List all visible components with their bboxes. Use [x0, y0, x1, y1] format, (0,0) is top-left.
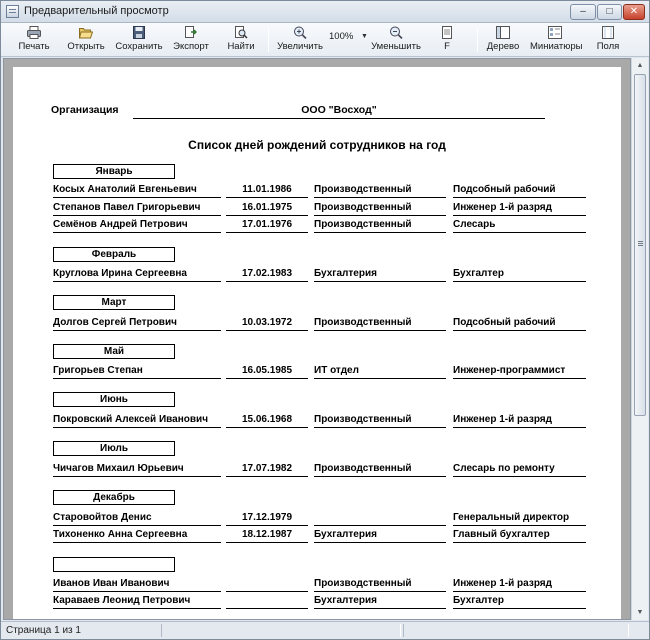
employee-name: Степанов Павел Григорьевич [53, 200, 221, 216]
department [314, 510, 446, 526]
status-cell [161, 624, 401, 637]
position: Подсобный рабочий [453, 315, 586, 331]
department: Бухгалтерия [314, 527, 446, 543]
month-header: Июль [53, 441, 175, 456]
month-header [53, 557, 175, 572]
find-button[interactable] [223, 25, 259, 55]
folder-open-icon [79, 26, 93, 39]
position: Подсобный рабочий [453, 182, 586, 198]
f-label: F [444, 41, 450, 52]
position: Бухгалтер [453, 593, 586, 609]
position: Инженер 1-й разряд [453, 200, 586, 216]
employee-name: Караваев Леонид Петрович [53, 593, 221, 609]
export-label: Экспорт [173, 41, 209, 52]
birth-date: 16.01.1975 [226, 200, 308, 216]
printer-icon [27, 26, 41, 39]
department: Производственный [314, 315, 446, 331]
find-label: Найти [227, 41, 255, 52]
position: Инженер 1-й разряд [453, 576, 586, 592]
margins-icon [601, 26, 615, 39]
birth-date: 16.05.1985 [226, 363, 308, 379]
thumbnails-icon [548, 26, 562, 39]
month-header: Май [53, 344, 175, 359]
department: Производственный [314, 576, 446, 592]
maximize-button[interactable]: □ [597, 4, 622, 20]
organization-label: Организация [51, 104, 119, 116]
birth-date [226, 576, 308, 592]
toolbar [1, 23, 649, 57]
employee-name: Тихоненко Анна Сергеевна [53, 527, 221, 543]
export-button[interactable] [171, 25, 211, 55]
position: Инженер 1-й разряд [453, 412, 586, 428]
vertical-scrollbar[interactable] [631, 58, 648, 620]
position: Слесарь [453, 217, 586, 233]
birth-date: 17.07.1982 [226, 461, 308, 477]
thumbnails-button[interactable] [530, 25, 583, 55]
zoom-out-button[interactable] [371, 25, 421, 55]
margins-label: Поля [596, 41, 620, 52]
chevron-down-icon[interactable]: ▼ [361, 33, 368, 40]
position: Главный бухгалтер [453, 527, 586, 543]
employee-name: Круглова Ирина Сергеевна [53, 266, 221, 282]
save-label: Сохранить [115, 41, 163, 52]
employee-name: Григорьев Степан [53, 363, 221, 379]
month-header: Январь [53, 164, 175, 179]
employee-name: Семёнов Андрей Петрович [53, 217, 221, 233]
status-cell [403, 624, 629, 637]
department: Производственный [314, 200, 446, 216]
tree-label: Дерево [486, 41, 520, 52]
position: Генеральный директор [453, 510, 586, 526]
department: Производственный [314, 182, 446, 198]
department: Бухгалтерия [314, 593, 446, 609]
minimize-button[interactable]: – [570, 4, 596, 20]
scroll-down-icon[interactable]: ▼ [636, 609, 644, 616]
department: Производственный [314, 217, 446, 233]
zoom-in-icon [293, 26, 307, 39]
employee-name: Покровский Алексей Иванович [53, 412, 221, 428]
f-button[interactable] [438, 25, 456, 55]
position: Слесарь по ремонту [453, 461, 586, 477]
grip-icon [638, 241, 643, 242]
tree-icon [496, 26, 510, 39]
page-width-icon [440, 26, 454, 39]
birth-date [226, 593, 308, 609]
title-bar [1, 1, 649, 23]
open-button[interactable] [63, 25, 109, 55]
find-icon [234, 26, 248, 39]
toolbar-separator [268, 28, 269, 52]
toolbar-separator [477, 28, 478, 52]
open-label: Открыть [67, 41, 105, 52]
thumbnails-label: Миниатюры [530, 41, 583, 52]
department: Производственный [314, 461, 446, 477]
birth-date: 17.02.1983 [226, 266, 308, 282]
month-header: Февраль [53, 247, 175, 262]
scroll-up-icon[interactable]: ▲ [636, 62, 644, 69]
employee-name: Иванов Иван Иванович [53, 576, 221, 592]
zoom-out-label: Уменьшить [371, 41, 421, 52]
organization-value: ООО "Восход" [133, 104, 545, 119]
document-viewport[interactable] [3, 58, 631, 620]
position: Инженер-программист [453, 363, 586, 379]
employee-name: Косых Анатолий Евгеньевич [53, 182, 221, 198]
tree-button[interactable] [485, 25, 521, 55]
employee-name: Старовойтов Денис [53, 510, 221, 526]
report-page [13, 67, 621, 620]
zoom-in-label: Увеличить [277, 41, 323, 52]
print-label: Печать [18, 41, 50, 52]
print-button[interactable] [14, 25, 54, 55]
status-bar [1, 621, 649, 639]
birth-date: 17.12.1979 [226, 510, 308, 526]
margins-button[interactable] [594, 25, 622, 55]
birth-date: 18.12.1987 [226, 527, 308, 543]
department: Бухгалтерия [314, 266, 446, 282]
window-title: Предварительный просмотр [24, 5, 169, 17]
app-icon [6, 5, 19, 18]
close-button[interactable]: ✕ [623, 4, 645, 20]
birth-date: 11.01.1986 [226, 182, 308, 198]
zoom-value: 100% [329, 31, 354, 42]
report-title: Список дней рождений сотрудников на год [188, 138, 446, 152]
birth-date: 15.06.1968 [226, 412, 308, 428]
month-header: Декабрь [53, 490, 175, 505]
month-header: Март [53, 295, 175, 310]
scrollbar-thumb[interactable] [634, 74, 646, 416]
month-header: Июнь [53, 392, 175, 407]
floppy-disk-icon [132, 26, 146, 39]
birth-date: 17.01.1976 [226, 217, 308, 233]
employee-name: Долгов Сергей Петрович [53, 315, 221, 331]
zoom-out-icon [389, 26, 403, 39]
page-counter: Страница 1 из 1 [6, 625, 81, 636]
department: ИТ отдел [314, 363, 446, 379]
position: Бухгалтер [453, 266, 586, 282]
save-button[interactable] [114, 25, 164, 55]
employee-name: Чичагов Михаил Юрьевич [53, 461, 221, 477]
export-icon [184, 26, 198, 39]
birth-date: 10.03.1972 [226, 315, 308, 331]
department: Производственный [314, 412, 446, 428]
zoom-in-button[interactable] [277, 25, 323, 55]
